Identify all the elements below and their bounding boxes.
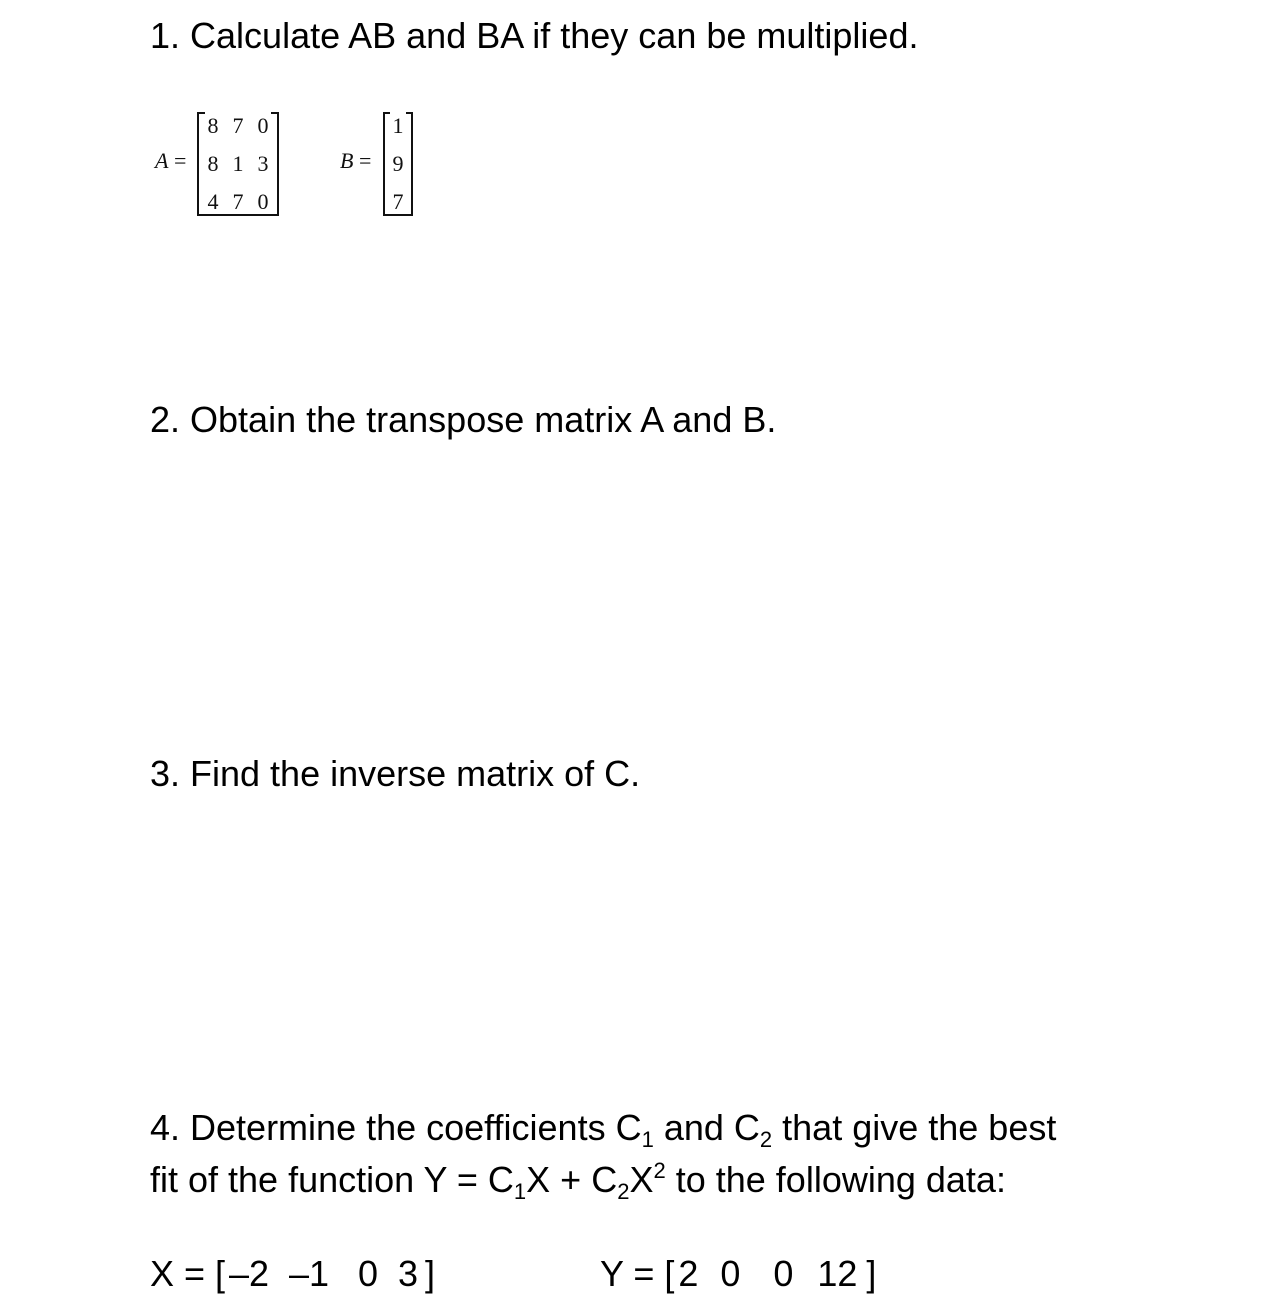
q4-text: X + C (526, 1159, 618, 1200)
q4-superscript: 2 (653, 1158, 666, 1183)
q4-subscript: 2 (617, 1179, 630, 1204)
matrix-a (197, 112, 279, 216)
data-x-value: –1 (289, 1253, 330, 1294)
matrix-a-cell: 3 (257, 151, 269, 176)
matrix-b-cell: 1 (392, 113, 404, 138)
matrix-b-equals: = (358, 148, 372, 173)
q4-subscript: 1 (641, 1127, 654, 1152)
data-x-value: 3 (398, 1253, 419, 1294)
matrix-a-cell: 7 (232, 113, 244, 138)
matrix-a-block (150, 108, 290, 223)
data-y-value: 0 (773, 1253, 794, 1294)
q4-subscript: 1 (513, 1179, 527, 1204)
q4-text: to the following data: (665, 1159, 1006, 1200)
data-y-value: 2 (678, 1253, 699, 1294)
data-y (600, 1250, 876, 1298)
q4-text: fit of the function Y = C (150, 1159, 514, 1200)
data-x-value: –2 (229, 1253, 270, 1294)
matrix-a-cell: 8 (207, 151, 219, 176)
matrix-b (383, 112, 413, 216)
q4-text: and C (653, 1107, 760, 1148)
question-3: 3. Find the inverse matrix of C. (150, 753, 641, 794)
matrix-a-cell: 0 (257, 189, 269, 214)
data-y-label: Y = [ (600, 1253, 675, 1294)
data-x-value: 0 (358, 1253, 379, 1294)
matrix-a-cell: 0 (257, 113, 269, 138)
data-y-value: 0 (720, 1253, 741, 1294)
matrix-b-cell: 7 (392, 189, 404, 214)
matrix-a-name: A (155, 148, 169, 173)
matrix-a-cell: 1 (232, 151, 244, 176)
matrix-b-name: B (340, 148, 354, 173)
q4-subscript: 2 (759, 1127, 773, 1152)
q4-text: that give the best (772, 1107, 1057, 1148)
matrix-a-label (155, 148, 186, 174)
matrix-a-equals: = (173, 148, 187, 173)
question-4-line-2 (150, 1154, 1006, 1206)
matrix-b-cell: 9 (392, 151, 404, 176)
matrix-a-cell: 8 (207, 113, 219, 138)
data-x (150, 1250, 435, 1298)
question-4-line-1 (150, 1102, 1056, 1154)
data-y-close: ] (866, 1253, 877, 1294)
matrix-a-cell: 4 (207, 189, 219, 214)
data-x-label: X = [ (150, 1253, 226, 1294)
matrix-b-block (335, 108, 425, 223)
q4-text: X (629, 1159, 654, 1200)
q4-text: 4. Determine the coefficients C (150, 1107, 642, 1148)
data-x-close: ] (425, 1253, 436, 1294)
question-2: 2. Obtain the transpose matrix A and B. (150, 399, 777, 440)
matrix-b-label (340, 148, 371, 174)
question-1: 1. Calculate AB and BA if they can be multiplied. (150, 15, 919, 56)
data-y-value: 12 (817, 1253, 858, 1294)
matrix-a-cell: 7 (232, 189, 244, 214)
